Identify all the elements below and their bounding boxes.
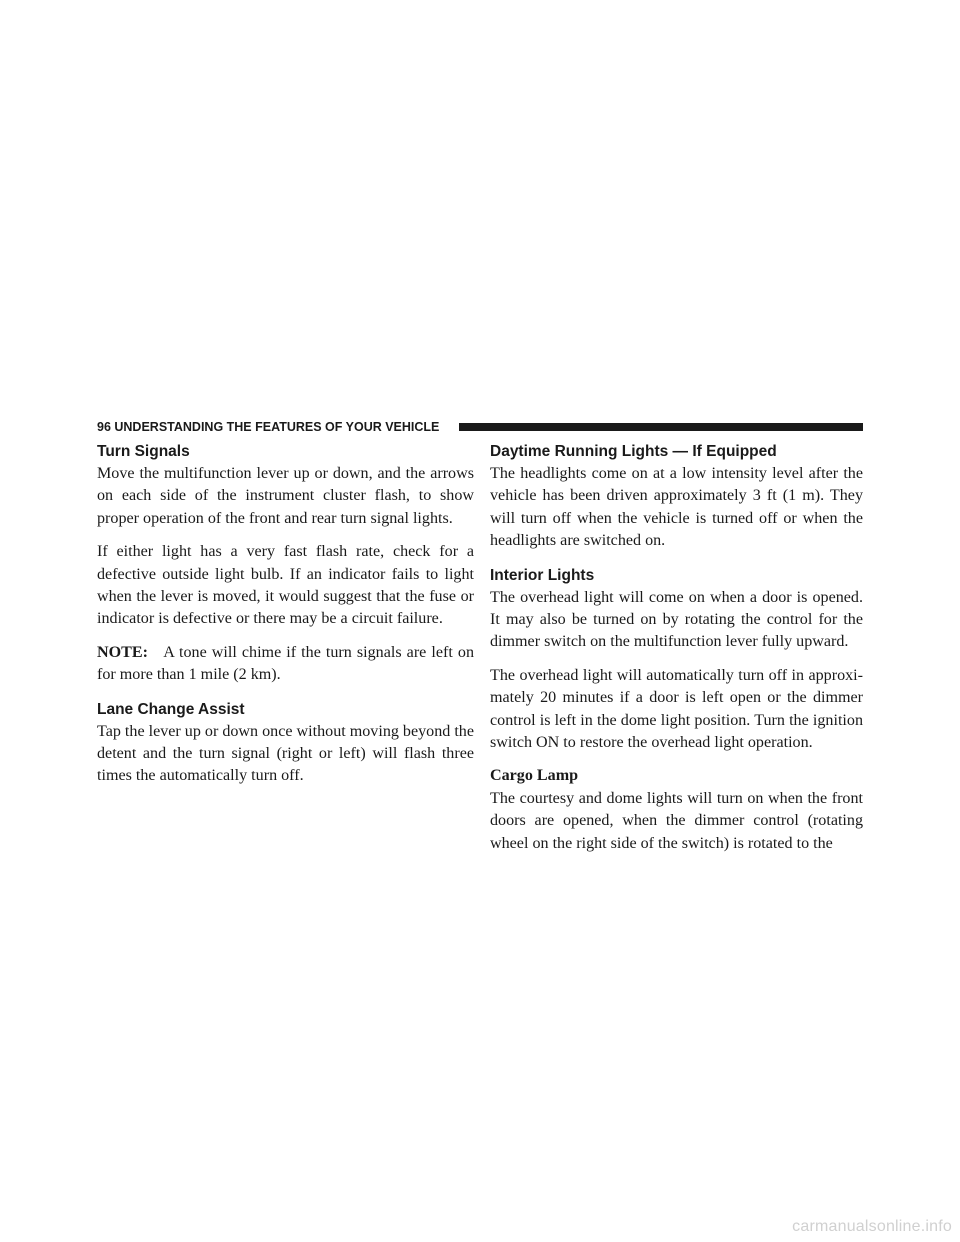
note-label: NOTE: (97, 643, 148, 661)
interior-lights-heading: Interior Lights (490, 566, 595, 584)
lane-change-assist-heading: Lane Change Assist (97, 700, 245, 718)
cargo-lamp-heading: Cargo Lamp (490, 767, 579, 785)
interior-lights-paragraph-1: The overhead light will come on when a door is opened. It may also be turned on by rotating the control for the dimmer switch on the multifunction lever fully upward. (490, 588, 863, 651)
running-header (97, 419, 863, 435)
watermark: carmanualsonline.info (792, 1218, 952, 1235)
right-column (490, 442, 863, 866)
daytime-running-lights-heading: Daytime Running Lights — If Equipped (490, 443, 777, 460)
interior-lights-paragraph-2: The overhead light will automatically turn off in approxi-mately 20 minutes if a door is left open or the dimmer control is left in the dome light position. Turn the ignition switch ON to restore the overhead light operation. (490, 666, 863, 752)
daytime-running-lights-paragraph: The headlights come on at a low intensity level after the vehicle has been driven approximately 3 ft (1 m). They will turn off when the vehicle is turned off or when the headlights are switched on. (490, 465, 863, 550)
page-number-and-section-title: 96 UNDERSTANDING THE FEATURES OF YOUR VEHICLE (97, 420, 440, 434)
turn-signals-paragraph-1: Move the multifunction lever up or down, and the arrows on each side of the instrument cluster flash, to show proper operation of the front and rear turn signal lights. (97, 465, 474, 527)
turn-signals-paragraph-2: If either light has a very fast flash rate, check for a defective outside light bulb. If an indicator fails to light when the lever is moved, it would suggest that the fuse or indicator is defective or there may be a circuit failure. (97, 543, 474, 628)
turn-signals-heading: Turn Signals (97, 443, 190, 460)
header-rule-bar (459, 423, 863, 431)
cargo-lamp-paragraph: The courtesy and dome lights will turn on when the front doors are opened, when the dimmer control (rotating wheel on the right side of the switch) is rotated to the (490, 789, 863, 852)
left-column (97, 442, 474, 799)
turn-signals-note (97, 642, 474, 687)
lane-change-assist-paragraph: Tap the lever up or down once without moving beyond the detent and the turn signal (right or left) will flash three times the automatically turn off. (97, 722, 474, 785)
note-text: A tone will chime if the turn signals are left on for more than 1 mile (2 km). (97, 643, 475, 684)
